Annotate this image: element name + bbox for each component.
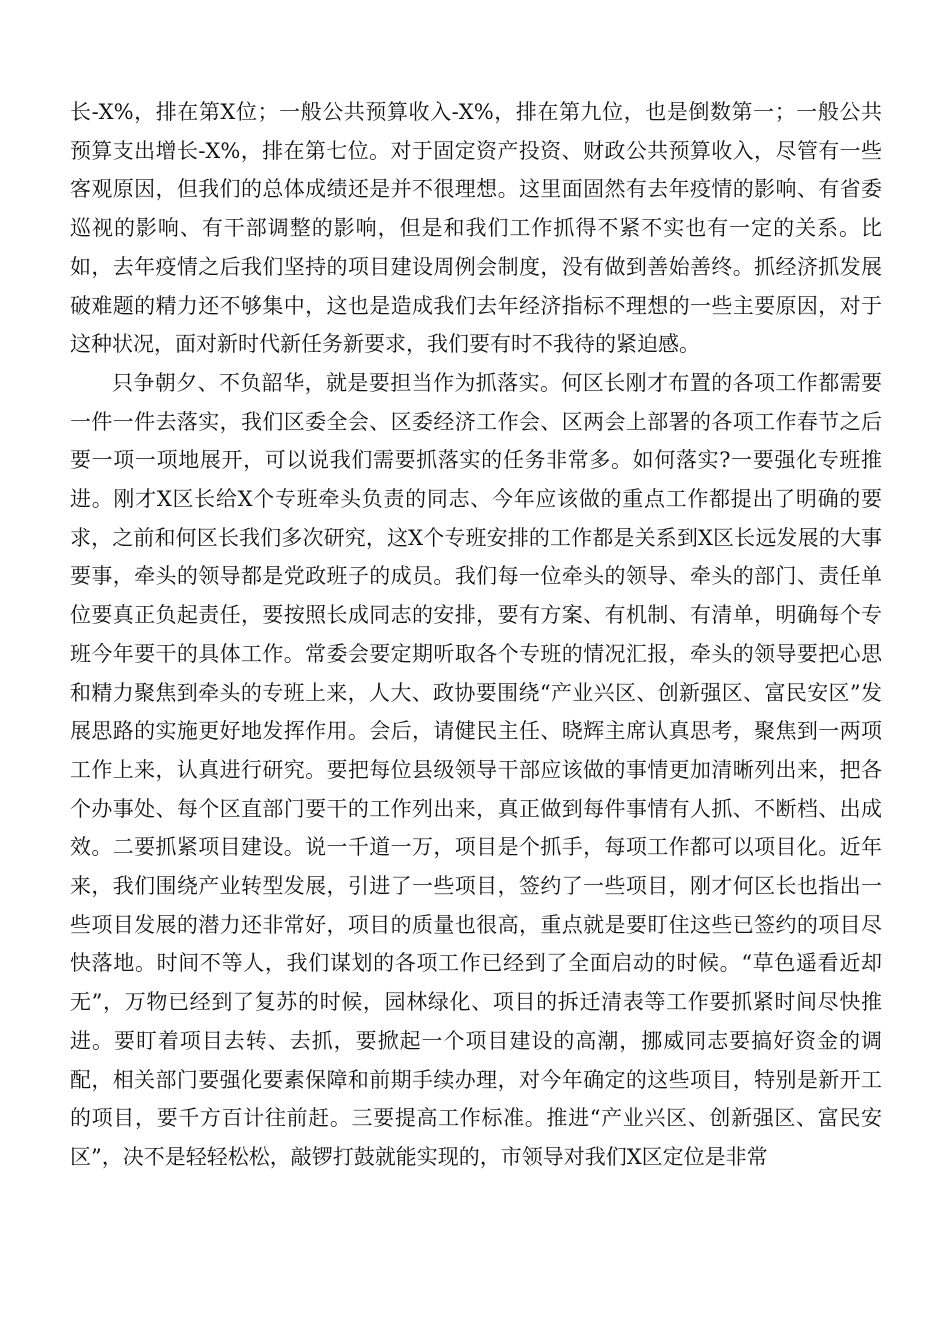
paragraph-continuation: 长-X%，排在第X位；一般公共预算收入-X%，排在第九位，也是倒数第一；一般公共预算支出增长-X%，排在第七位。对于固定资产投资、财政公共预算收入，尽管有一些客观原因，但我们的总体成绩还是并不很理想。这里面固然有去年疫情的影响、有省委巡视的影响、有干部调整的影响，但是和我们工作抓得不紧不实也有一定的关系。比如，去年疫情之后我们坚持的项目建设周例会制度，没有做到善始善终。抓经济抓发展破难题的精力还不够集中，这也是造成我们去年经济指标不理想的一些主要原因，对于这种状况，面对新时代新任务新要求，我们要有时不我待的紧迫感。 — [70, 100, 882, 357]
paragraph-implementation: 只争朝夕、不负韶华，就是要担当作为抓落实。何区长刚才布置的各项工作都需要一件一件去落实，我们区委全会、区委经济工作会、区两会上部署的各项工作春节之后要一项一项地展开，可以说我们需要抓落实的任务非常多。如何落实?一要强化专班推进。刚才X区长给X个专班牵头负责的同志、今年应该做的重点工作都提出了明确的要求，之前和何区长我们多次研究，这X个专班安排的工作都是关系到X区长远发展的大事要事，牵头的领导都是党政班子的成员。我们每一位牵头的领导、牵头的部门、责任单位要真正负起责任，要按照长成同志的安排，要有方案、有机制、有清单，明确每个专班今年要干的具体工作。常委会要定期听取各个专班的情况汇报，牵头的领导要把心思和精力聚焦到牵头的专班上来，人大、政协要围绕“产业兴区、创新强区、富民安区”发展思路的实施更好地发挥作用。会后，请健民主任、晓辉主席认真思考，聚焦到一两项工作上来，认真进行研究。要把每位县级领导干部应该做的事情更加清晰列出来，把各个办事处、每个区直部门要干的工作列出来，真正做到每件事情有人抓、不断档、出成效。二要抓紧项目建设。说一千道一万，项目是个抓手，每项工作都可以项目化。近年来，我们围绕产业转型发展，引进了一些项目，签约了一些项目，刚才何区长也指出一些项目发展的潜力还非常好，项目的质量也很高，重点就是要盯住这些已签约的项目尽快落地。时间不等人，我们谋划的各项工作已经到了全面启动的时候。“草色遥看近却无”，万物已经到了复苏的时候，园林绿化、项目的拆迁清表等工作要抓紧时间尽快推进。要盯着项目去转、去抓，要掀起一个项目建设的高潮，挪威同志要搞好资金的调配，相关部门要强化要素保障和前期手续办理，对今年确定的这些项目，特别是新开工的项目，要千方百计往前赶。三要提高工作标准。推进“产业兴区、创新强区、富民安区”，决不是轻轻松松，敲锣打鼓就能实现的，市领导对我们X区定位是非常 — [70, 370, 882, 1169]
document-body — [70, 93, 882, 1177]
